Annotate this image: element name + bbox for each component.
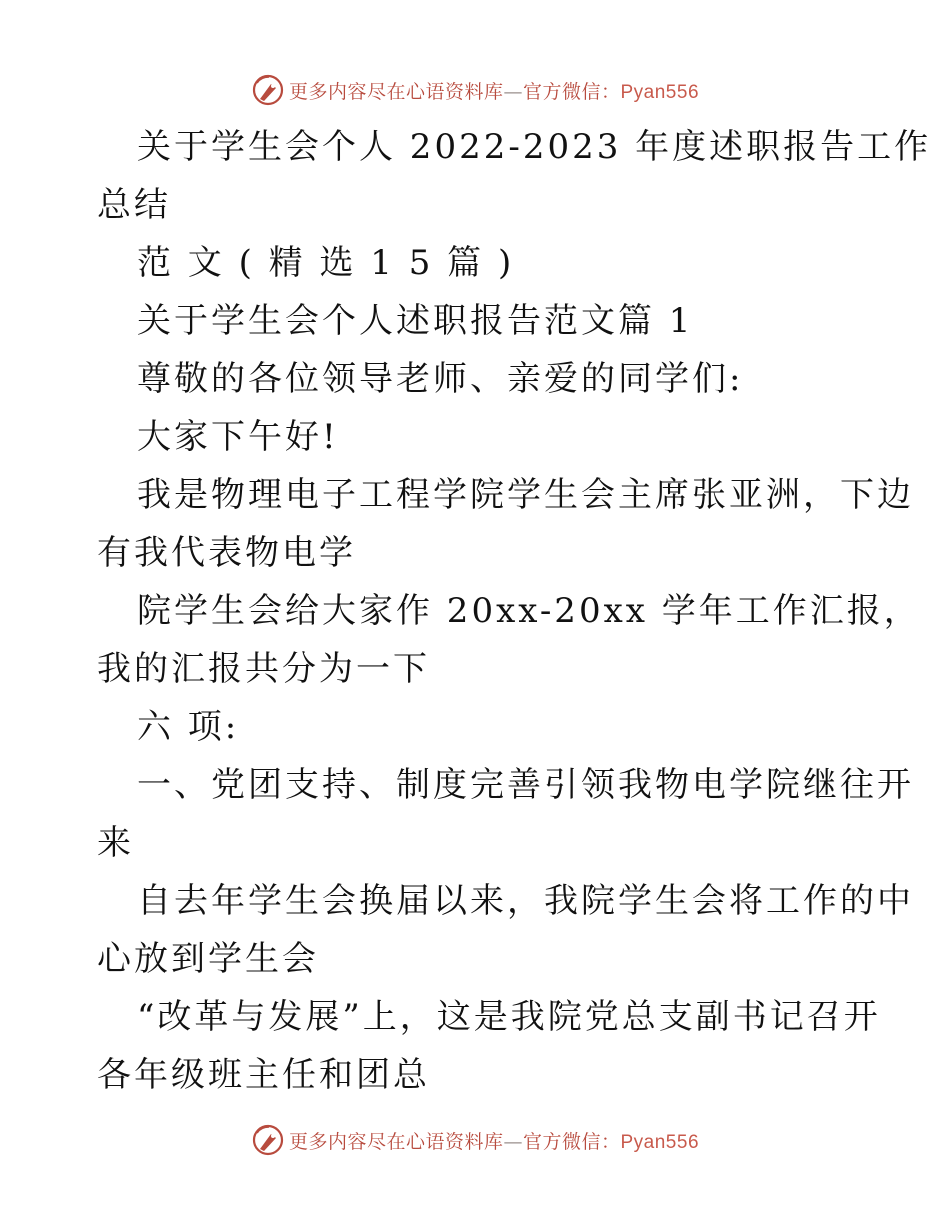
watermark-account: Pyan556 <box>620 1131 700 1153</box>
footer-watermark <box>0 1120 950 1160</box>
watermark-site: 更多内容尽在心语资料库 <box>288 80 504 103</box>
document-body <box>97 118 932 1104</box>
doc-paragraph-line: 我是物理电子工程学院学生会主席张亚洲，下边 <box>137 475 914 515</box>
watermark-label: 官方微信： <box>522 80 621 103</box>
doc-paragraph-line: 心放到学生会 <box>97 939 319 979</box>
doc-paragraph-line: 我的汇报共分为一下 <box>97 649 430 689</box>
doc-paragraph-line: 有我代表物电学 <box>97 533 356 573</box>
doc-heading-one: 一、党团支持、制度完善引领我物电学院继往开 <box>137 765 914 805</box>
doc-paragraph-line: “改革与发展”上，这是我院党总支副书记召开 <box>137 997 881 1037</box>
pen-nib-logo-icon <box>251 1123 285 1157</box>
doc-subtitle: 范 文 ( 精 选 1 5 篇 ) <box>137 243 515 283</box>
watermark-label: 官方微信： <box>522 1130 621 1153</box>
doc-salutation: 尊敬的各位领导老师、亲爱的同学们: <box>137 359 744 399</box>
doc-paragraph-line: 六 项: <box>137 707 240 747</box>
doc-paragraph-line: 院学生会给大家作 20xx-20xx 学年工作汇报， <box>137 591 921 631</box>
doc-heading-one-cont: 来 <box>97 823 134 863</box>
pen-nib-logo-icon <box>251 73 285 107</box>
watermark-account: Pyan556 <box>620 81 700 103</box>
doc-title-line-2: 总结 <box>97 185 171 225</box>
doc-section-heading: 关于学生会个人述职报告范文篇 1 <box>137 301 694 341</box>
watermark-text <box>289 77 699 104</box>
watermark-site: 更多内容尽在心语资料库 <box>288 1130 504 1153</box>
watermark-group <box>251 1123 699 1157</box>
watermark-separator: — <box>503 1130 523 1153</box>
watermark-text <box>289 1127 699 1154</box>
doc-paragraph-line: 各年级班主任和团总 <box>97 1055 430 1095</box>
header-watermark <box>0 70 950 110</box>
doc-paragraph-line: 自去年学生会换届以来，我院学生会将工作的中 <box>137 881 914 921</box>
watermark-group <box>251 73 699 107</box>
doc-greeting: 大家下午好! <box>137 417 339 457</box>
watermark-separator: — <box>503 80 523 103</box>
doc-title-line-1: 关于学生会个人 2022-2023 年度述职报告工作 <box>137 127 932 167</box>
